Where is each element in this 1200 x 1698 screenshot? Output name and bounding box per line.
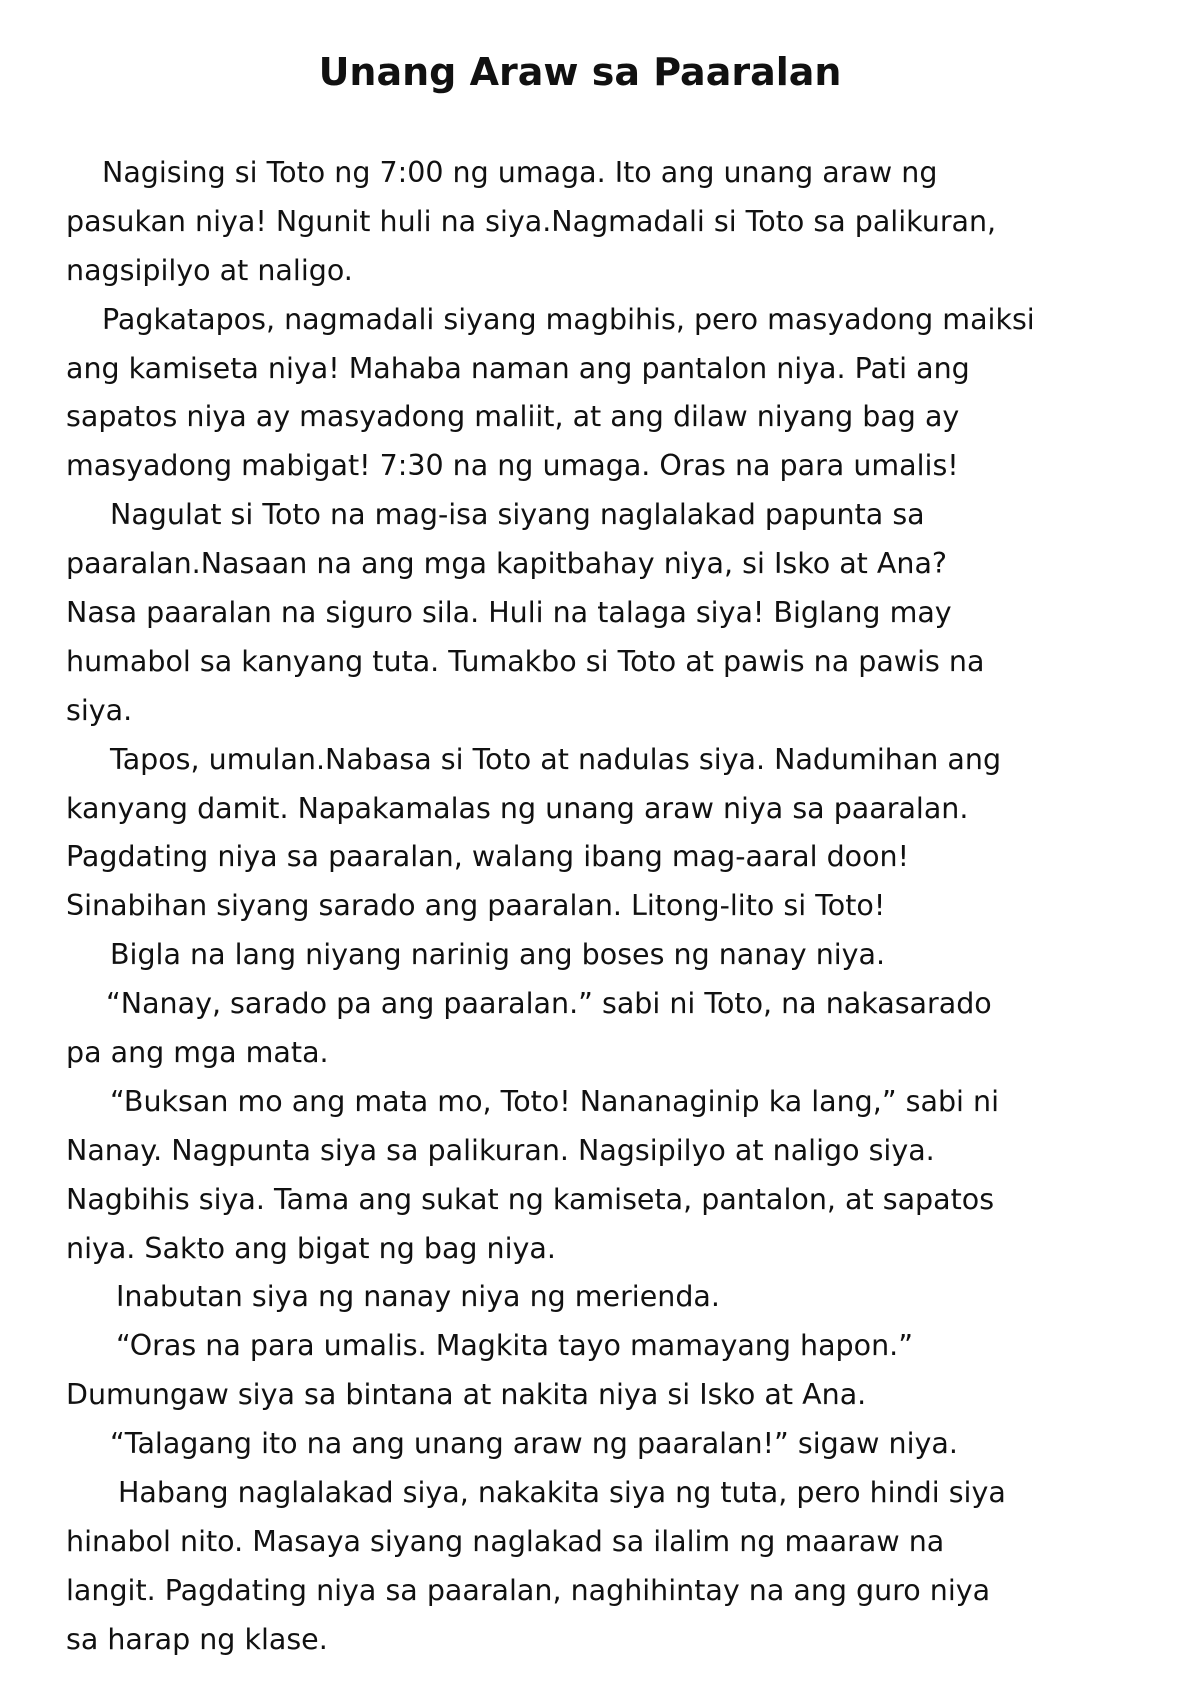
story-line: Nagbihis siya. Tama ang sukat ng kamiseta, pantalon, at sapatos	[66, 1182, 995, 1216]
story-line: Pagdating niya sa paaralan, walang ibang mag-aaral doon!	[66, 840, 910, 874]
story-line: Pagkatapos, nagmadali siyang magbihis, pero masyadong maiksi	[102, 302, 1035, 336]
story-line: Tapos, umulan.Nabasa si Toto at nadulas siya. Nadumihan ang	[110, 742, 1002, 776]
story-line: masyadong mabigat! 7:30 na ng umaga. Oras na para umalis!	[66, 449, 959, 483]
story-line: nagsipilyo at naligo.	[66, 253, 353, 287]
story-line: “Talagang ito na ang unang araw ng paaralan!” sigaw niya.	[110, 1427, 958, 1461]
story-line: “Nanay, sarado pa ang paaralan.” sabi ni Toto, na nakasarado	[106, 987, 992, 1021]
story-line: pa ang mga mata.	[66, 1036, 329, 1070]
story-line: Nasa paaralan na siguro sila. Huli na talaga siya! Biglang may	[66, 596, 952, 630]
story-line: pasukan niya! Ngunit huli na siya.Nagmadali si Toto sa palikuran,	[66, 204, 997, 238]
story-line: niya. Sakto ang bigat ng bag niya.	[66, 1231, 556, 1265]
story-line: paaralan.Nasaan na ang mga kapitbahay niya, si Isko at Ana?	[66, 547, 948, 581]
story-line: Sinabihan siyang sarado ang paaralan. Litong-lito si Toto!	[66, 889, 886, 923]
story-line: kanyang damit. Napakamalas ng unang araw niya sa paaralan.	[66, 791, 969, 825]
story-line: langit. Pagdating niya sa paaralan, naghihintay na ang guro niya	[66, 1573, 991, 1607]
story-line: sapatos niya ay masyadong maliit, at ang dilaw niyang bag ay	[66, 400, 960, 434]
story-line: humabol sa kanyang tuta. Tumakbo si Toto at pawis na pawis na	[66, 644, 985, 678]
story-line: ang kamiseta niya! Mahaba naman ang pantalon niya. Pati ang	[66, 351, 970, 385]
story-line: “Oras na para umalis. Magkita tayo mamayang hapon.”	[116, 1329, 913, 1363]
story-line: Nanay. Nagpunta siya sa palikuran. Nagsipilyo at naligo siya.	[66, 1133, 935, 1167]
document-title: Unang Araw sa Paaralan	[318, 50, 842, 94]
story-line: “Buksan mo ang mata mo, Toto! Nananaginip ka lang,” sabi ni	[110, 1084, 1000, 1118]
story-line: Inabutan siya ng nanay niya ng merienda.	[116, 1280, 720, 1314]
story-line: Habang naglalakad siya, nakakita siya ng tuta, pero hindi siya	[118, 1476, 1006, 1510]
story-line: Bigla na lang niyang narinig ang boses ng nanay niya.	[110, 938, 886, 972]
story-line: hinabol nito. Masaya siyang naglakad sa ilalim ng maaraw na	[66, 1524, 945, 1558]
story-line: sa harap ng klase.	[66, 1622, 328, 1656]
story-line: Nagising si Toto ng 7:00 ng umaga. Ito ang unang araw ng	[102, 156, 938, 189]
story-body	[66, 149, 1186, 1665]
story-line: Nagulat si Toto na mag-isa siyang naglalakad papunta sa	[110, 498, 925, 532]
story-line: siya.	[66, 693, 133, 727]
story-line: Dumungaw siya sa bintana at nakita niya si Isko at Ana.	[66, 1378, 867, 1412]
